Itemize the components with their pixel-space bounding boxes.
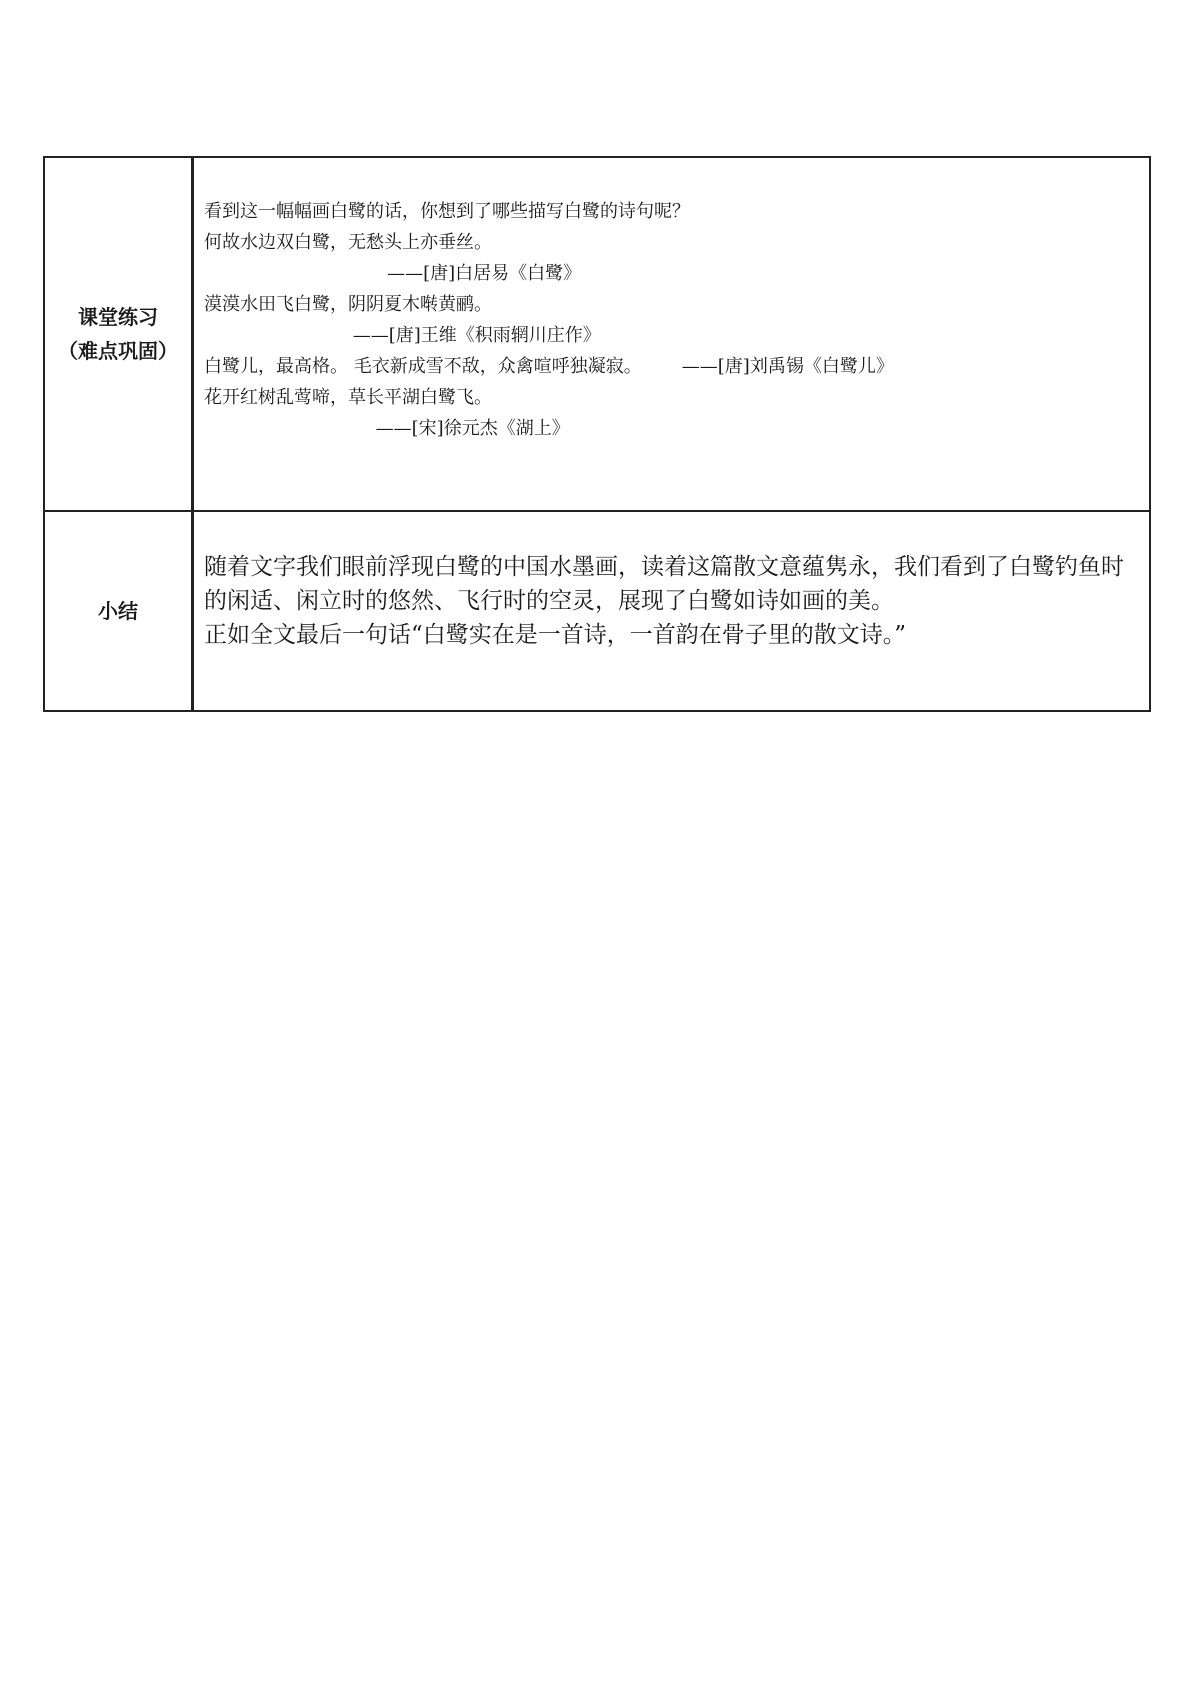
- summary-content: [194, 512, 1149, 652]
- poem-line: 何故水边双白鹭，无愁头上亦垂丝。: [204, 232, 492, 253]
- summary-paragraph: 正如全文最后一句话“白鹭实在是一首诗，一首韵在骨子里的散文诗。”: [204, 622, 907, 648]
- practice-question: 看到这一幅幅画白鹭的话，你想到了哪些描写白鹭的诗句呢？: [204, 201, 690, 222]
- practice-label: 课堂练习: [78, 305, 158, 329]
- poem-attribution: ——[唐]白居易《白鹭》: [204, 263, 582, 284]
- poem-line: 花开红树乱莺啼，草长平湖白鹭飞。: [204, 387, 492, 408]
- poem-attribution: ——[唐]王维《积雨辋川庄作》: [204, 325, 601, 346]
- practice-content-cell: [193, 157, 1151, 511]
- poem-attribution: ——[宋]徐元杰《湖上》: [204, 418, 570, 439]
- practice-sublabel: （难点巩固）: [58, 339, 178, 363]
- poem-line: 漠漠水田飞白鹭，阴阴夏木啭黄鹂。: [204, 294, 492, 315]
- poem-line-with-attribution: 白鹭儿，最高格。 毛衣新成雪不敌，众禽喧呼独凝寂。 ——[唐]刘禹锡《白鹭儿》: [204, 356, 894, 377]
- lesson-table: [43, 156, 1151, 712]
- summary-label: 小结: [98, 599, 138, 623]
- practice-content: [194, 158, 1149, 444]
- summary-label-cell: [44, 511, 193, 711]
- practice-row: [44, 157, 1150, 511]
- practice-label-cell: [44, 157, 193, 511]
- summary-content-cell: [193, 511, 1151, 711]
- summary-row: [44, 511, 1150, 711]
- summary-paragraph: 随着文字我们眼前浮现白鹭的中国水墨画，读着这篇散文意蕴隽永，我们看到了白鹭钓鱼时的闲适、闲立时的悠然、飞行时的空灵，展现了白鹭如诗如画的美。: [204, 554, 1124, 614]
